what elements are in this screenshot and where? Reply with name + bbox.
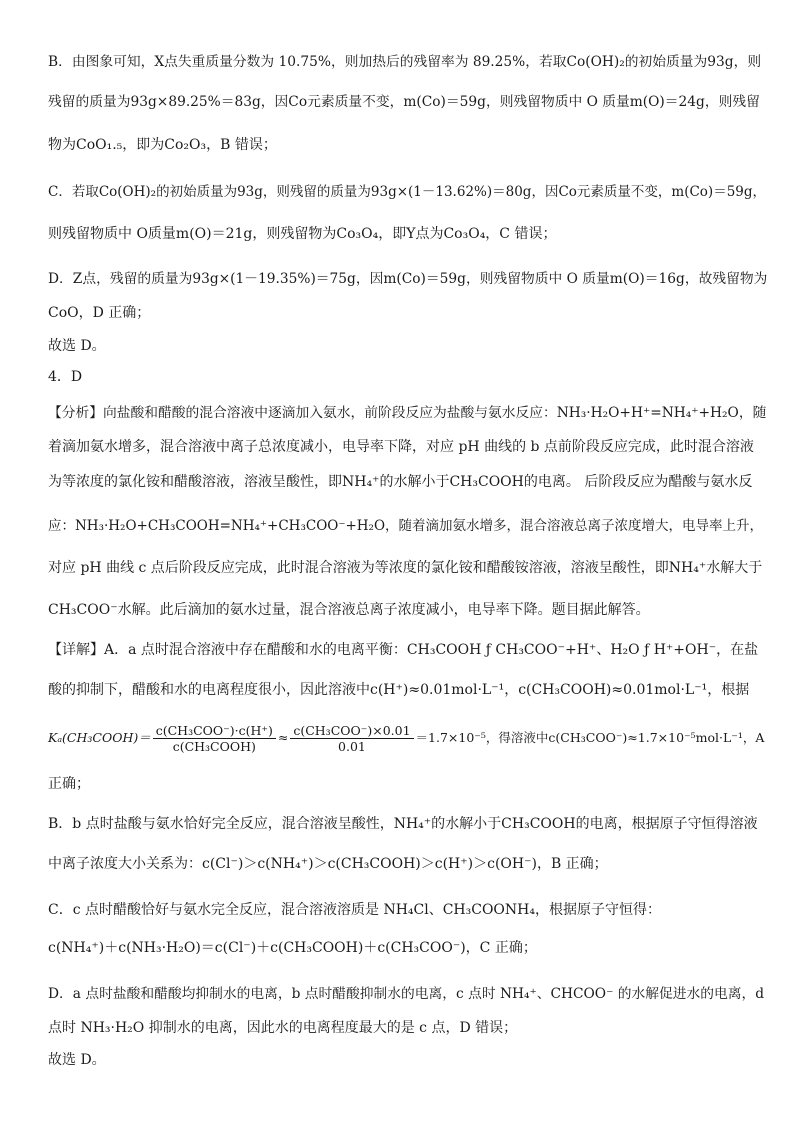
analysis-line-6: CH₃COO⁻水解。此后滴加的氨水过量，混合溶液总离子浓度减小，电导率下降。题目据此解答。 <box>48 602 650 618</box>
option-c-line-2: 则残留物质中 O质量m(O)＝21g，则残留物为Co₃O₄，即Y点为Co₃O₄，C 错误； <box>48 226 557 242</box>
detail-c-line-1: C．c 点时醋酸恰好与氨水完全反应，混合溶液溶质是 NH₄Cl、CH₃COONH₄，根据原子守恒得： <box>48 902 661 918</box>
ka-fraction-2 <box>290 723 413 754</box>
option-d-line-2: CoO，D 正确； <box>48 305 151 321</box>
detail-d-line-2: 点时 NH₃·H₂O 抑制水的电离，因此水的电离程度最大的是 c 点，D 错误； <box>48 1020 518 1036</box>
detail-b-line-1: B．b 点时盐酸与氨水恰好完全反应，混合溶液呈酸性，NH₄⁺的水解小于CH₃COOH的电离，根据原子守恒得溶液 <box>48 816 758 832</box>
option-b-line-1: B．由图象可知，X点失重质量分数为 10.75%，则加热后的残留率为 89.25%，若取Co(OH)₂的初始质量为93g，则 <box>48 54 762 70</box>
option-c-line-1: C．若取Co(OH)₂的初始质量为93g，则残留的质量为93g×(1－13.62%)＝80g，因Co元素质量不变，m(Co)＝59g， <box>48 184 767 200</box>
analysis-line-2: 着滴加氨水增多，混合溶液中离子总浓度减小，电导率下降，对应 pH 曲线的 b 点前阶段反应完成，此时混合溶液 <box>48 439 754 455</box>
analysis-line-3: 为等浓度的氯化铵和醋酸溶液，溶液呈酸性，即NH₄⁺的水解小于CH₃COOH的电离。 后阶段反应为醋酸与氨水反 <box>48 474 753 490</box>
analysis-line-4: 应：NH₃·H₂O+CH₃COOH=NH₄⁺+CH₃COO⁻+H₂O，随着滴加氨水增多，混合溶液总离子浓度增大，电导率上升， <box>48 518 764 534</box>
answer-selection-2: 故选 D。 <box>48 1052 106 1068</box>
detail-d-line-1: D．a 点时盐酸和醋酸均抑制水的电离，b 点时醋酸抑制水的电离，c 点时 NH₄⁺、CHCOO⁻ 的水解促进水的电离，d <box>48 986 765 1002</box>
ka-numerator-2: c(CH₃COO⁻)×0.01 <box>290 723 413 739</box>
question-4-number: 4．D <box>48 369 83 385</box>
detail-a-line-1: 【详解】A．a 点时混合溶液中存在醋酸和水的电离平衡：CH₃COOH ƒ CH₃COO⁻+H⁺、H₂O ƒ H⁺+OH⁻，在盐 <box>48 642 759 658</box>
detail-a-line-3: 正确； <box>48 776 90 792</box>
option-b-line-2: 残留的质量为93g×89.25%＝83g，因Co元素质量不变，m(Co)＝59g，则残留物质中 O 质量m(O)＝24g，则残留 <box>48 94 760 110</box>
option-b-line-3: 物为CoO₁.₅，即为Co₂O₃，B 错误； <box>48 137 277 153</box>
answer-selection-1: 故选 D。 <box>48 338 106 354</box>
ka-numerator-1: c(CH₃COO⁻)·c(H⁺) <box>153 723 276 739</box>
ka-result: ＝1.7×10⁻⁵，得溶液中c(CH₃COO⁻)≈1.7×10⁻⁵mol·L⁻¹，A <box>415 730 765 745</box>
ka-equation <box>48 720 768 756</box>
ka-lhs: Kₐ(CH₃COOH)＝ <box>48 730 151 745</box>
analysis-line-1: 【分析】向盐酸和醋酸的混合溶液中逐滴加入氨水，前阶段反应为盐酸与氨水反应：NH₃·H₂O+H⁺=NH₄⁺+H₂O，随 <box>48 405 767 421</box>
ka-approx: ≈ <box>277 730 289 745</box>
ka-denominator-1: c(CH₃COOH) <box>172 739 256 754</box>
analysis-line-5: 对应 pH 曲线 c 点后阶段反应完成，此时混合溶液为等浓度的氯化铵和醋酸铵溶液，溶液呈酸性，即NH₄⁺水解大于 <box>48 560 763 576</box>
ka-fraction-1 <box>153 723 276 754</box>
detail-b-line-2: 中离子浓度大小关系为：c(Cl⁻)＞c(NH₄⁺)＞c(CH₃COOH)＞c(H⁺)＞c(OH⁻)，B 正确； <box>48 856 608 872</box>
option-d-line-1: D．Z点，残留的质量为93g×(1－19.35%)＝75g，因m(Co)＝59g，则残留物质中 O 质量m(O)＝16g，故残留物为 <box>48 271 768 287</box>
ka-denominator-2: 0.01 <box>338 739 366 754</box>
detail-c-line-2: c(NH₄⁺)＋c(NH₃·H₂O)＝c(Cl⁻)＋c(CH₃COOH)＋c(CH₃COO⁻)，C 正确； <box>48 940 537 956</box>
detail-a-line-2: 酸的抑制下，醋酸和水的电离程度很小，因此溶液中c(H⁺)≈0.01mol·L⁻¹，c(CH₃COOH)≈0.01mol·L⁻¹，根据 <box>48 682 750 698</box>
